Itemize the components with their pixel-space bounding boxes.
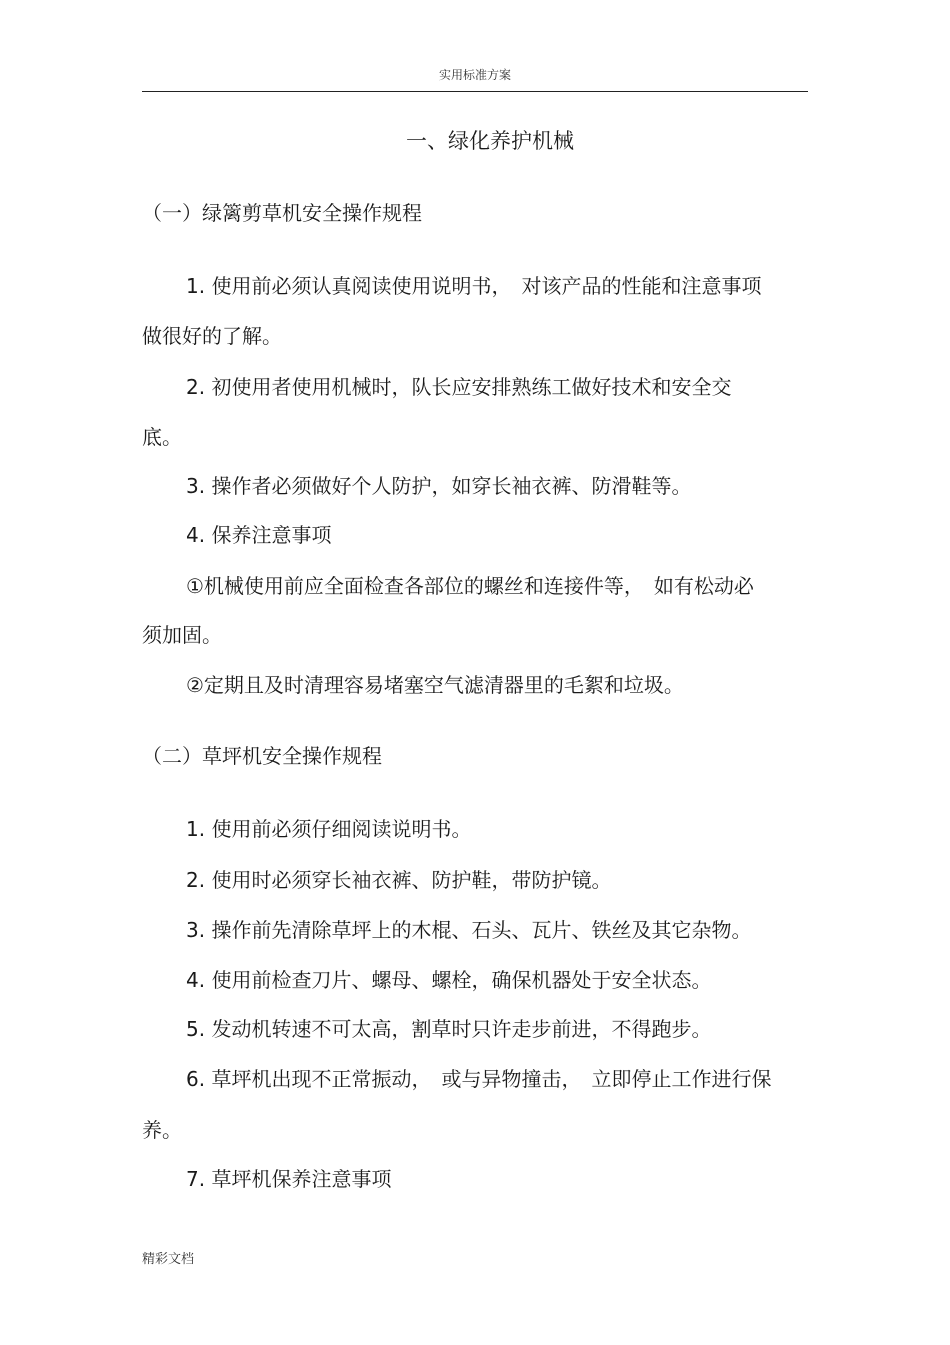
- paragraph-line: 底。: [142, 425, 182, 449]
- paragraph-line: 7. 草坪机保养注意事项: [186, 1167, 392, 1191]
- paragraph-line: 4. 保养注意事项: [186, 523, 332, 547]
- section-heading-2: （二）草坪机安全操作规程: [142, 744, 382, 768]
- paragraph-line: 1. 使用前必须仔细阅读说明书。: [186, 817, 472, 841]
- header-rule: [142, 91, 808, 92]
- page-header: 实用标准方案: [438, 68, 511, 82]
- paragraph-line: 养。: [142, 1118, 182, 1142]
- paragraph-line: 须加固。: [142, 623, 222, 647]
- paragraph-line: ①机械使用前应全面检查各部位的螺丝和连接件等， 如有松动必: [186, 574, 754, 598]
- section-heading-1: （一）绿篱剪草机安全操作规程: [142, 201, 422, 225]
- paragraph-line: 1. 使用前必须认真阅读使用说明书， 对该产品的性能和注意事项: [186, 274, 762, 298]
- paragraph-line: 3. 操作前先清除草坪上的木棍、石头、瓦片、铁丝及其它杂物。: [186, 918, 752, 942]
- paragraph-line: 3. 操作者必须做好个人防护，如穿长袖衣裤、防滑鞋等。: [186, 474, 692, 498]
- paragraph-line: 6. 草坪机出现不正常振动， 或与异物撞击， 立即停止工作进行保: [186, 1067, 772, 1091]
- paragraph-line: 2. 初使用者使用机械时，队长应安排熟练工做好技术和安全交: [186, 375, 732, 399]
- paragraph-line: ②定期且及时清理容易堵塞空气滤清器里的毛絮和垃圾。: [186, 673, 684, 697]
- paragraph-line: 4. 使用前检查刀片、螺母、螺栓，确保机器处于安全状态。: [186, 968, 712, 992]
- paragraph-line: 5. 发动机转速不可太高，割草时只许走步前进，不得跑步。: [186, 1017, 712, 1041]
- document-title: 一、绿化养护机械: [406, 129, 574, 153]
- paragraph-line: 2. 使用时必须穿长袖衣裤、防护鞋，带防护镜。: [186, 868, 612, 892]
- paragraph-line: 做很好的了解。: [142, 324, 282, 348]
- page-footer: 精彩文档: [142, 1252, 195, 1267]
